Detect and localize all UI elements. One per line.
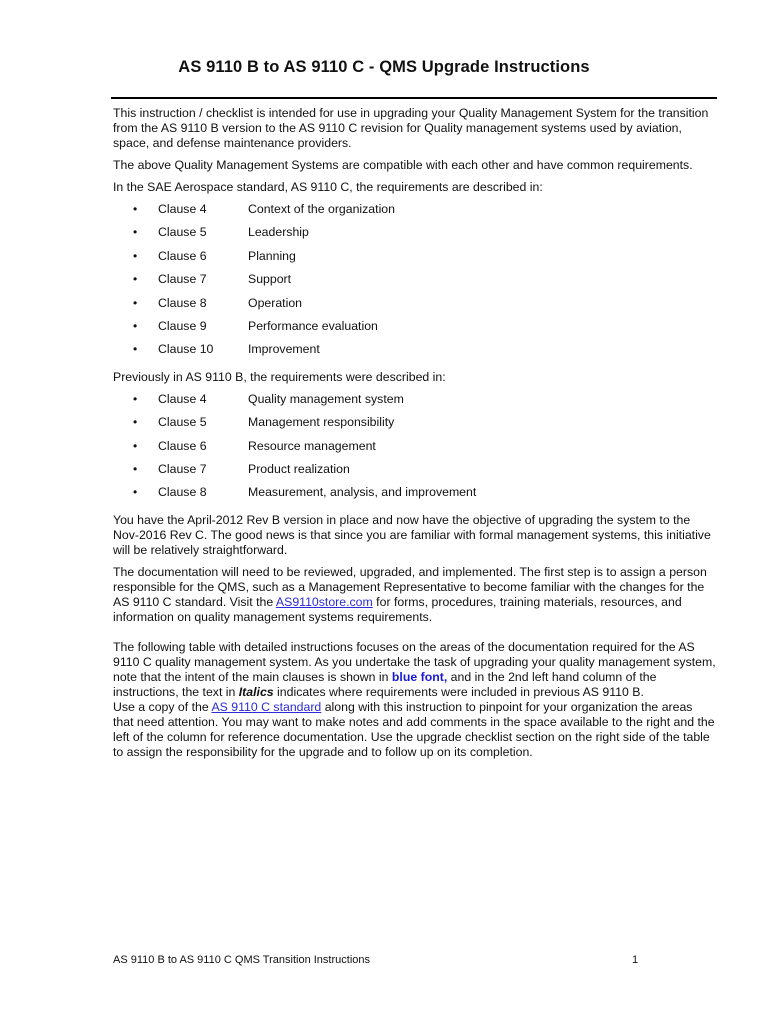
- table-note-text-end: indicates where requirements were included in previous AS 9110 B.: [273, 684, 644, 699]
- usage-text-start: Use a copy of the: [113, 699, 212, 714]
- bullet-icon: •: [133, 485, 138, 500]
- documentation-text-end: for forms, procedures, training materials, resources, and information on quality management systems requirements.: [113, 594, 682, 624]
- bullet-icon: •: [133, 342, 138, 357]
- list-item: [113, 439, 716, 462]
- list-item: [113, 415, 716, 438]
- blue-font-emphasis: blue font,: [391, 669, 448, 684]
- clause-number: Clause 4: [158, 391, 207, 406]
- italics-emphasis: Italics: [238, 684, 274, 699]
- bullet-icon: •: [133, 318, 138, 333]
- list-item: [113, 342, 716, 365]
- page-number: 1: [632, 954, 639, 966]
- clause-number: Clause 8: [158, 485, 207, 500]
- usage-text-end: along with this instruction to pinpoint for your organization the areas that need attention. You may want to make notes and add comments in the space available to the right and the left of the column for reference documentation. Use the upgrade checklist section on the right side of the table to assign the responsibility for the upgrade and to follow up on its completion.: [113, 699, 715, 759]
- table-note-text-start: The following table with detailed instructions focuses on the areas of the documentation required for the AS 9110 C quality management system. As you undertake the task of upgrading your quality management system, note that the intent of the main clauses is shown in: [113, 639, 716, 684]
- list-item: [113, 319, 716, 342]
- clause-description: Quality management system: [248, 391, 404, 406]
- clause-number: Clause 7: [158, 272, 207, 287]
- usage-paragraph: [113, 700, 716, 760]
- clause-description: Support: [248, 272, 292, 287]
- b-clause-list: [113, 392, 716, 509]
- documentation-text-start: The documentation will need to be reviewed, upgraded, and implemented. The first step is to assign a person responsible for the QMS, such as a Management Representative to become familiar with the changes for the AS 9110 C standard. Visit the: [113, 564, 707, 609]
- bullet-icon: •: [133, 461, 138, 476]
- clause-description: Performance evaluation: [248, 318, 378, 333]
- clause-number: Clause 7: [158, 461, 207, 476]
- clause-number: Clause 10: [158, 342, 214, 357]
- clause-number: Clause 9: [158, 318, 207, 333]
- clause-number: Clause 8: [158, 295, 207, 310]
- bullet-icon: •: [133, 295, 138, 310]
- intro-paragraph: This instruction / checklist is intended for use in upgrading your Quality Management System for the transition from the AS 9110 B version to the AS 9110 C revision for Quality management systems used by aviation, space, and defense maintenance providers.: [113, 106, 709, 150]
- as9110store-link[interactable]: AS9110store.com: [275, 594, 373, 609]
- clause-description: Improvement: [248, 342, 320, 357]
- b-clauses-lead: Previously in AS 9110 B, the requirements were described in:: [113, 369, 446, 384]
- clause-description: Measurement, analysis, and improvement: [248, 485, 477, 500]
- document-title: AS 9110 B to AS 9110 C - QMS Upgrade Instructions: [178, 58, 590, 76]
- bullet-icon: •: [133, 415, 138, 430]
- clause-description: Operation: [248, 295, 303, 310]
- clause-number: Clause 6: [158, 438, 207, 453]
- list-item: [113, 462, 716, 485]
- c-clause-list: [113, 202, 716, 366]
- clause-number: Clause 5: [158, 415, 207, 430]
- c-clauses-lead: In the SAE Aerospace standard, AS 9110 C, the requirements are described in:: [113, 180, 543, 194]
- clause-number: Clause 4: [158, 202, 207, 216]
- list-item: [113, 249, 716, 272]
- bullet-icon: •: [133, 202, 138, 216]
- bullet-icon: •: [133, 225, 138, 240]
- compatibility-paragraph: The above Quality Management Systems are compatible with each other and have common requirements.: [113, 158, 693, 172]
- documentation-paragraph: [113, 565, 716, 625]
- clause-number: Clause 5: [158, 225, 207, 240]
- document-body: [113, 106, 716, 767]
- list-item: [113, 485, 716, 508]
- table-note-text-middle: and in the 2nd left hand column of the instructions, the text in: [113, 669, 657, 699]
- list-item: [113, 296, 716, 319]
- bullet-icon: •: [133, 248, 138, 263]
- clause-description: Resource management: [248, 438, 376, 453]
- list-item: [113, 392, 716, 415]
- clause-description: Management responsibility: [248, 415, 395, 430]
- clause-description: Context of the organization: [248, 202, 395, 216]
- title-rule: [111, 97, 717, 99]
- as9110c-standard-link[interactable]: AS 9110 C standard: [211, 699, 322, 714]
- footer-title: AS 9110 B to AS 9110 C QMS Transition Instructions: [113, 954, 371, 966]
- clause-number: Clause 6: [158, 248, 207, 263]
- objective-paragraph: You have the April-2012 Rev B version in place and now have the objective of upgrading the system to the Nov-2016 Rev C. The good news is that since you are familiar with formal management systems, this initiative will be relatively straightforward.: [113, 512, 711, 557]
- list-item: [113, 272, 716, 295]
- clause-description: Product realization: [248, 461, 350, 476]
- bullet-icon: •: [133, 438, 138, 453]
- list-item: [113, 202, 716, 225]
- bullet-icon: •: [133, 391, 138, 406]
- clause-description: Planning: [248, 248, 296, 263]
- bullet-icon: •: [133, 272, 138, 287]
- table-note-paragraph: [113, 640, 716, 700]
- clause-description: Leadership: [248, 225, 309, 240]
- list-item: [113, 225, 716, 248]
